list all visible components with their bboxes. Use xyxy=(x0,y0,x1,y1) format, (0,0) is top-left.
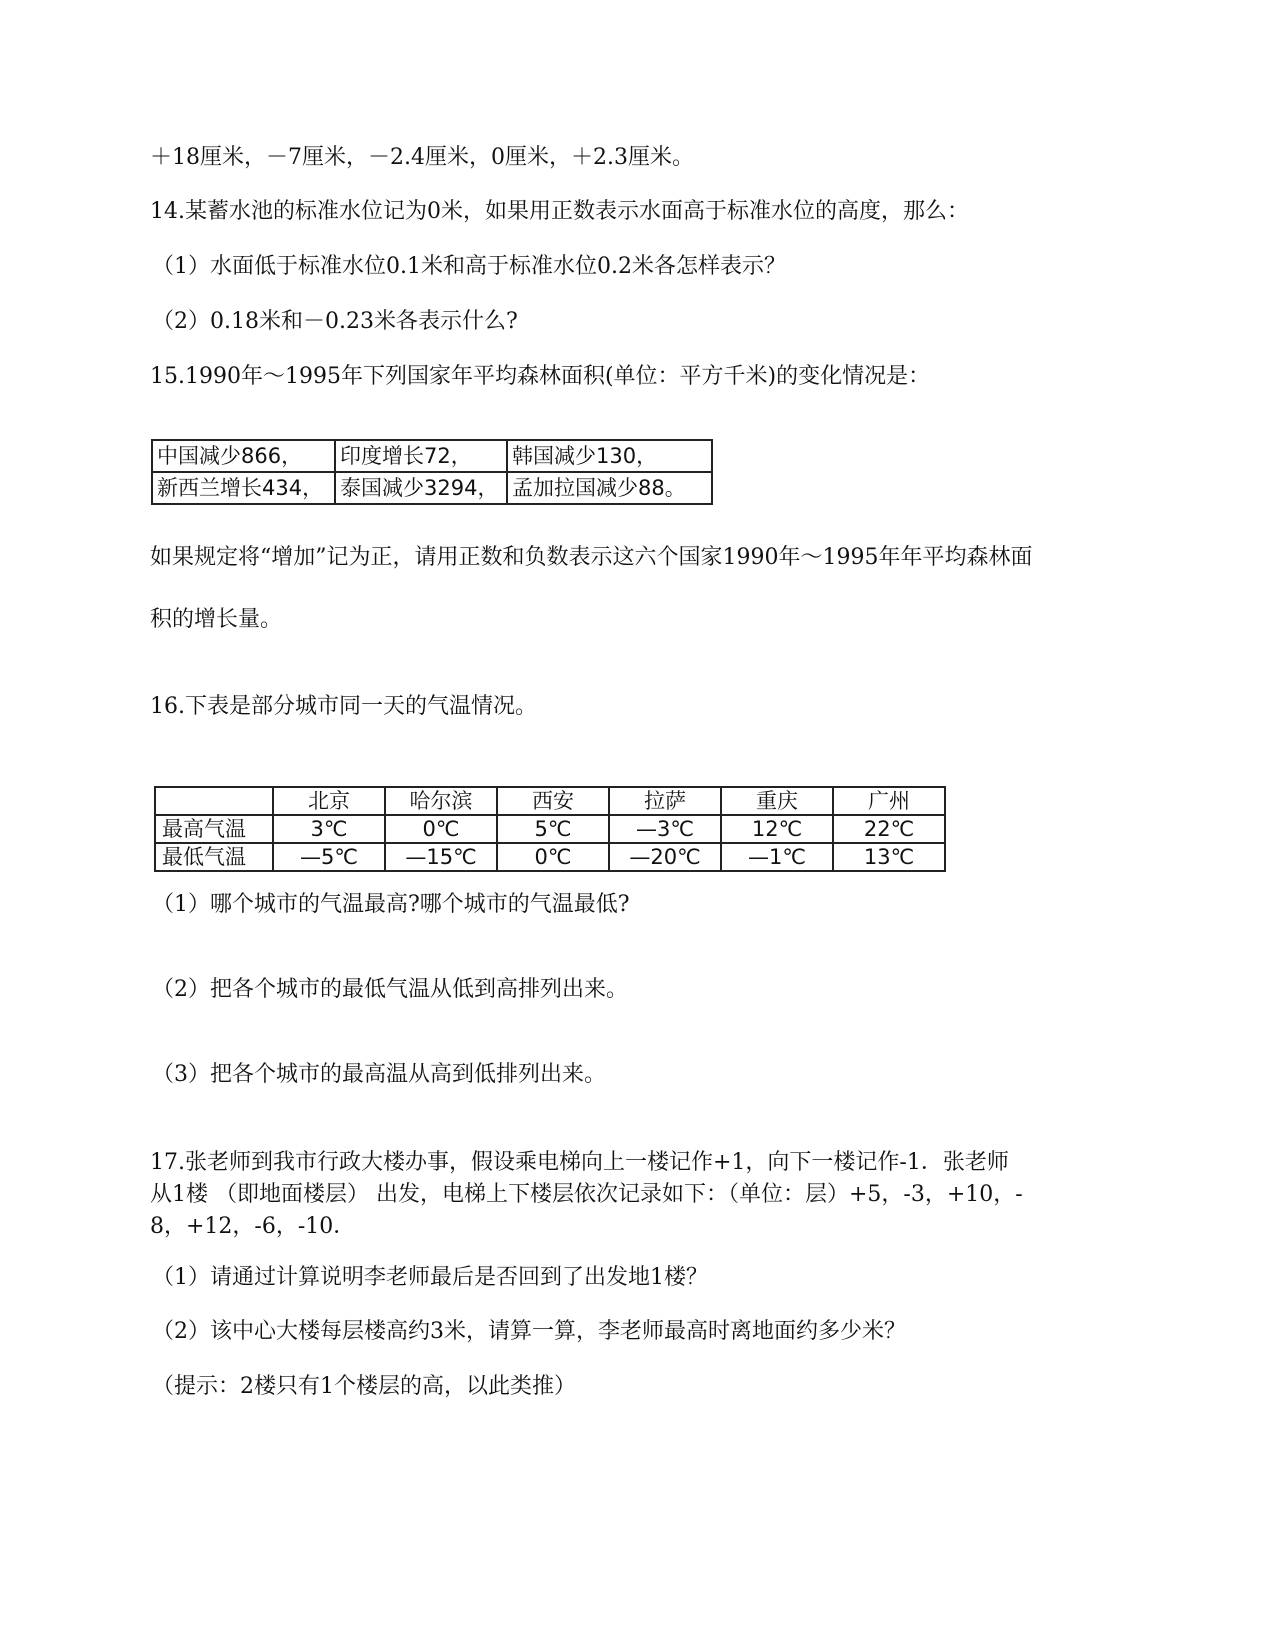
table-cell: 孟加拉国减少88。 xyxy=(507,472,712,504)
question-17-part-1: （1）请通过计算说明李老师最后是否回到了出发地1楼？ xyxy=(152,1265,708,1290)
table-cell: 中国减少866， xyxy=(152,440,335,472)
table-header-row xyxy=(155,787,945,815)
question-15: 15.1990年～1995年下列国家年平均森林面积(单位：平方千米)的变化情况是： xyxy=(150,364,931,389)
table-header-cell: 北京 xyxy=(273,787,385,815)
table-header-cell: 广州 xyxy=(833,787,945,815)
table-cell: 新西兰增长434， xyxy=(152,472,335,504)
question-16-part-2: （2）把各个城市的最低气温从低到高排列出来。 xyxy=(152,977,628,1002)
table-row xyxy=(152,472,712,504)
table-row xyxy=(155,815,945,843)
table-header-cell: 西安 xyxy=(497,787,609,815)
table-cell: —5℃ xyxy=(273,843,385,871)
table-cell: 5℃ xyxy=(497,815,609,843)
city-temperature-table xyxy=(154,786,946,872)
question-16-part-1: （1）哪个城市的气温最高?哪个城市的气温最低? xyxy=(152,892,630,917)
table-cell: 12℃ xyxy=(721,815,833,843)
question-14-part-1: （1）水面低于标准水位0.1米和高于标准水位0.2米各怎样表示？ xyxy=(152,254,786,279)
table-header-cell: 重庆 xyxy=(721,787,833,815)
table-cell: 13℃ xyxy=(833,843,945,871)
question-17: 17.张老师到我市行政大楼办事，假设乘电梯向上一楼记作+1，向下一楼记作-1．张老师 xyxy=(150,1150,1009,1175)
question-14: 14.某蓄水池的标准水位记为0米，如果用正数表示水面高于标准水位的高度，那么： xyxy=(150,199,969,224)
answer-line-q13: ＋18厘米，－7厘米，－2.4厘米，0厘米，＋2.3厘米。 xyxy=(150,145,694,170)
table-cell: —20℃ xyxy=(609,843,721,871)
table-header-cell xyxy=(155,787,273,815)
table-cell: 韩国减少130， xyxy=(507,440,712,472)
question-16-part-3: （3）把各个城市的最高温从高到低排列出来。 xyxy=(152,1062,606,1087)
table-row-label: 最低气温 xyxy=(155,843,273,871)
question-17-hint: （提示：2楼只有1个楼层的高，以此类推） xyxy=(152,1374,576,1399)
table-cell: 0℃ xyxy=(497,843,609,871)
table-header-cell: 拉萨 xyxy=(609,787,721,815)
forest-change-table xyxy=(151,439,713,505)
table-cell: 泰国减少3294， xyxy=(335,472,507,504)
table-cell: 22℃ xyxy=(833,815,945,843)
table-cell: —3℃ xyxy=(609,815,721,843)
question-15-ask-continued: 积的增长量。 xyxy=(150,607,283,632)
table-row xyxy=(152,440,712,472)
question-17-line-2: 从1楼 （即地面楼层） 出发，电梯上下楼层依次记录如下：（单位：层）+5，-3，+10，- xyxy=(150,1182,1023,1207)
table-cell: —1℃ xyxy=(721,843,833,871)
table-cell: —15℃ xyxy=(385,843,497,871)
table-cell: 0℃ xyxy=(385,815,497,843)
table-cell: 3℃ xyxy=(273,815,385,843)
table-row-label: 最高气温 xyxy=(155,815,273,843)
table-header-cell: 哈尔滨 xyxy=(385,787,497,815)
question-17-line-3: 8，+12，-6，-10． xyxy=(150,1214,356,1239)
table-cell: 印度增长72， xyxy=(335,440,507,472)
question-17-part-2: （2）该中心大楼每层楼高约3米，请算一算，李老师最高时离地面约多少米？ xyxy=(152,1319,906,1344)
question-14-part-2: （2）0.18米和－0.23米各表示什么? xyxy=(152,309,518,334)
question-15-ask: 如果规定将“增加”记为正，请用正数和负数表示这六个国家1990年～1995年年平均森林面 xyxy=(150,545,1033,570)
table-row xyxy=(155,843,945,871)
question-16: 16.下表是部分城市同一天的气温情况。 xyxy=(150,694,537,719)
